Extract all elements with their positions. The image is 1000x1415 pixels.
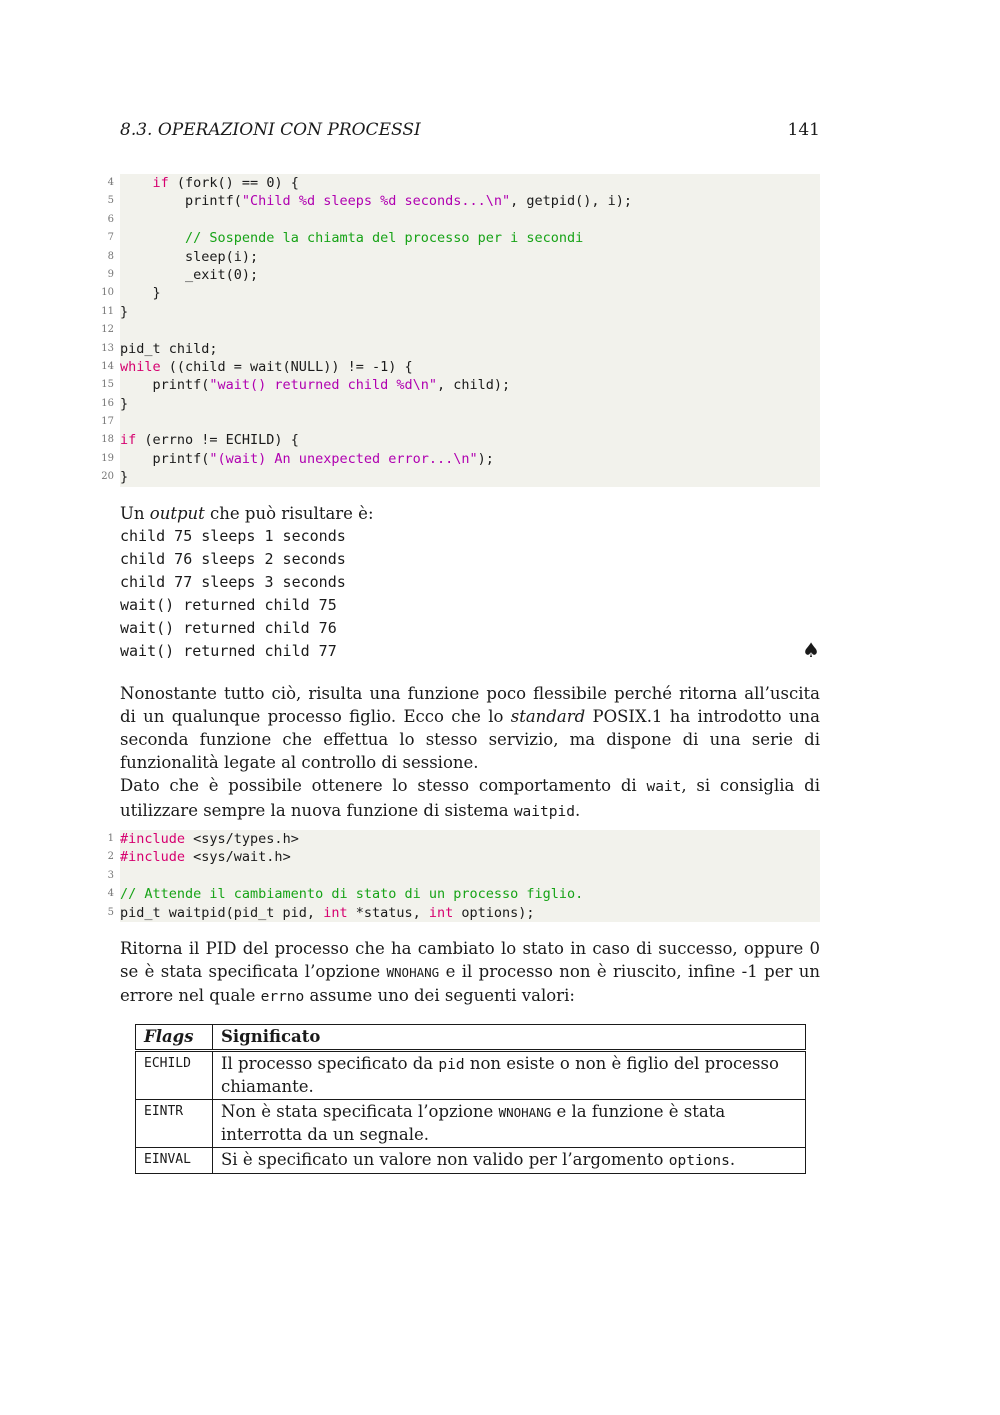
code-token: "wait() returned child %d\n"	[209, 377, 437, 394]
output-intro-text-end: che può risultare è:	[204, 504, 374, 523]
table-row	[136, 1100, 806, 1148]
code-token: pid_t waitpid(pid_t pid,	[120, 904, 324, 921]
output-line: wait() returned child 75	[120, 596, 337, 614]
code-line	[101, 395, 820, 413]
code-token: sleep(i);	[120, 248, 259, 265]
description-cell	[213, 1051, 806, 1100]
para2-code-wait: wait	[646, 779, 682, 795]
code-token: // Sospende la chiamta del processo per i secondi	[185, 230, 584, 247]
line-number: 11	[101, 305, 114, 317]
flag-cell: EINVAL	[136, 1148, 213, 1174]
code-token: }	[120, 469, 129, 486]
output-intro-text: Un	[120, 504, 150, 523]
code-token: if	[152, 175, 169, 191]
line-number: 20	[101, 471, 114, 483]
line-number: 5	[107, 195, 114, 207]
code-line	[107, 885, 820, 903]
description-text: non esiste o non è figlio del processo chiamante.	[221, 1054, 779, 1096]
code-token: <sys/types.h>	[185, 831, 299, 847]
output-intro-emphasis: output	[149, 504, 205, 523]
code-token: , child);	[436, 377, 511, 394]
code-token: // Attende il cambiamento di stato di un processo figlio.	[120, 886, 584, 903]
paragraph-flessibilita	[120, 682, 820, 824]
para3-code-errno: errno	[260, 989, 305, 1005]
para3-code-wnohang: WNOHANG	[386, 965, 440, 980]
code-line	[107, 848, 820, 866]
paragraph-return-value	[120, 937, 820, 1009]
description-text: Non è stata specificata l’opzione	[221, 1102, 499, 1121]
code-line	[101, 376, 820, 394]
line-number: 9	[107, 268, 114, 280]
para1-emphasis: standard	[510, 707, 586, 726]
code-token	[120, 175, 153, 191]
code-token: }	[120, 395, 129, 412]
line-number: 17	[101, 416, 114, 428]
para3-text-end: assume uno dei seguenti valori:	[304, 986, 575, 1005]
para2-text-mid: , si consiglia di utilizzare sempre la nuova funzione di sistema	[120, 776, 820, 820]
code-line	[101, 321, 820, 339]
para2-code-waitpid: waitpid	[513, 804, 575, 820]
para2-text-end: .	[574, 801, 581, 820]
table-header-flags: Flags	[136, 1025, 213, 1051]
line-number: 13	[101, 342, 114, 354]
description-text: WNOHANG	[498, 1105, 552, 1120]
code-token: int	[323, 904, 348, 921]
code-line	[107, 904, 820, 922]
description-text: Il processo specificato da	[221, 1054, 439, 1073]
code-token: (fork() == 0) {	[168, 175, 299, 191]
code-token: "(wait) An unexpected error...\n"	[209, 450, 478, 467]
code-token: }	[120, 285, 161, 302]
line-number: 18	[101, 434, 114, 446]
table-row	[136, 1148, 806, 1174]
table-row	[136, 1051, 806, 1100]
program-output	[120, 525, 820, 663]
line-number: 6	[107, 213, 114, 225]
line-number: 8	[107, 250, 114, 262]
line-number: 3	[107, 869, 114, 881]
code-listing-wait	[101, 174, 820, 487]
code-token: }	[120, 303, 129, 320]
description-text: .	[729, 1150, 736, 1169]
code-listing-waitpid	[107, 830, 820, 922]
para3-text: Ritorna il PID del processo che ha cambiato lo stato in caso di successo, oppure 0 se è stata specificata l’opzione	[120, 939, 820, 981]
para1-text: Nonostante tutto ciò, risulta una funzione poco flessibile perché ritorna all’uscita di un qualunque processo figlio. Ecco che lo	[120, 684, 820, 726]
code-line	[107, 248, 820, 266]
code-token: if	[120, 432, 137, 449]
code-line	[101, 358, 820, 376]
para2-text: Dato che è possibile ottenere lo stesso comportamento di	[120, 776, 647, 795]
code-token: printf(	[120, 377, 210, 394]
code-line	[107, 867, 820, 885]
code-line	[107, 266, 820, 284]
code-line	[101, 340, 820, 358]
line-number: 7	[107, 232, 114, 244]
code-line	[101, 413, 820, 431]
code-line	[107, 174, 820, 192]
code-token: <sys/wait.h>	[185, 849, 291, 866]
output-line: child 77 sleeps 3 seconds	[120, 573, 346, 591]
line-number: 1	[107, 833, 114, 844]
line-number: 4	[107, 177, 114, 188]
description-cell	[213, 1148, 806, 1174]
code-token: "Child %d sleeps %d seconds...\n"	[241, 193, 511, 210]
table-header-row	[136, 1025, 806, 1051]
code-line	[101, 468, 820, 486]
description-text: options	[668, 1153, 730, 1169]
code-line	[107, 229, 820, 247]
description-text: Si è specificato un valore non valido per l’argomento	[221, 1150, 669, 1169]
code-token: );	[477, 450, 494, 467]
description-text: pid	[438, 1057, 465, 1073]
output-intro	[120, 502, 820, 525]
line-number: 5	[107, 906, 114, 918]
output-line: wait() returned child 76	[120, 619, 337, 637]
running-header	[120, 120, 820, 142]
code-token: printf(	[120, 193, 242, 210]
code-token: ((child = wait(NULL)) != -1) {	[160, 358, 413, 375]
line-number: 14	[101, 360, 114, 372]
table-body	[136, 1051, 806, 1174]
line-number: 16	[101, 397, 114, 409]
flag-cell: EINTR	[136, 1100, 213, 1148]
code-token: #include	[120, 849, 186, 866]
code-token: pid_t child;	[120, 340, 218, 357]
code-line	[101, 303, 820, 321]
line-number: 15	[101, 379, 114, 391]
code-token: #include	[120, 831, 186, 847]
page-number: 141	[787, 120, 820, 140]
description-cell	[213, 1100, 806, 1148]
code-token: int	[428, 904, 454, 921]
line-number: 10	[101, 287, 114, 299]
code-token: options);	[453, 904, 535, 921]
line-number: 12	[101, 324, 114, 336]
code-token: printf(	[120, 450, 210, 467]
code-line	[107, 192, 820, 210]
code-token: , getpid(), i);	[510, 193, 633, 210]
code-line	[101, 284, 820, 302]
output-line: child 76 sleeps 2 seconds	[120, 550, 346, 568]
code-line	[101, 450, 820, 468]
error-flags-table	[135, 1024, 806, 1174]
line-number: 2	[107, 851, 114, 863]
para1-text-end: POSIX.1 ha introdotto una seconda funzione che effettua lo stesso servizio, ma dispone di una serie di funzionalità legate al controllo di sessione.	[120, 707, 820, 772]
line-number: 4	[107, 888, 114, 900]
code-token: while	[120, 358, 161, 375]
code-line	[107, 830, 820, 848]
code-token: *status,	[347, 904, 429, 921]
code-token	[120, 230, 185, 246]
code-line	[107, 211, 820, 229]
output-line: wait() returned child 77	[120, 642, 337, 660]
description-text: e la funzione è stata interrotta da un segnale.	[221, 1102, 726, 1144]
table-header-significato: Significato	[213, 1025, 806, 1051]
section-title: 8.3. OPERAZIONI CON PROCESSI	[120, 120, 421, 140]
code-token: _exit(0);	[120, 266, 259, 283]
flag-cell: ECHILD	[136, 1051, 213, 1100]
output-line: child 75 sleeps 1 seconds	[120, 527, 346, 545]
end-of-example-symbol: ♠	[802, 638, 820, 662]
line-number: 19	[101, 452, 114, 464]
code-line	[101, 431, 820, 449]
code-token: (errno != ECHILD) {	[136, 432, 299, 449]
para3-text-mid: e il processo non è riuscito, infine -1 per un errore nel quale	[120, 962, 820, 1005]
